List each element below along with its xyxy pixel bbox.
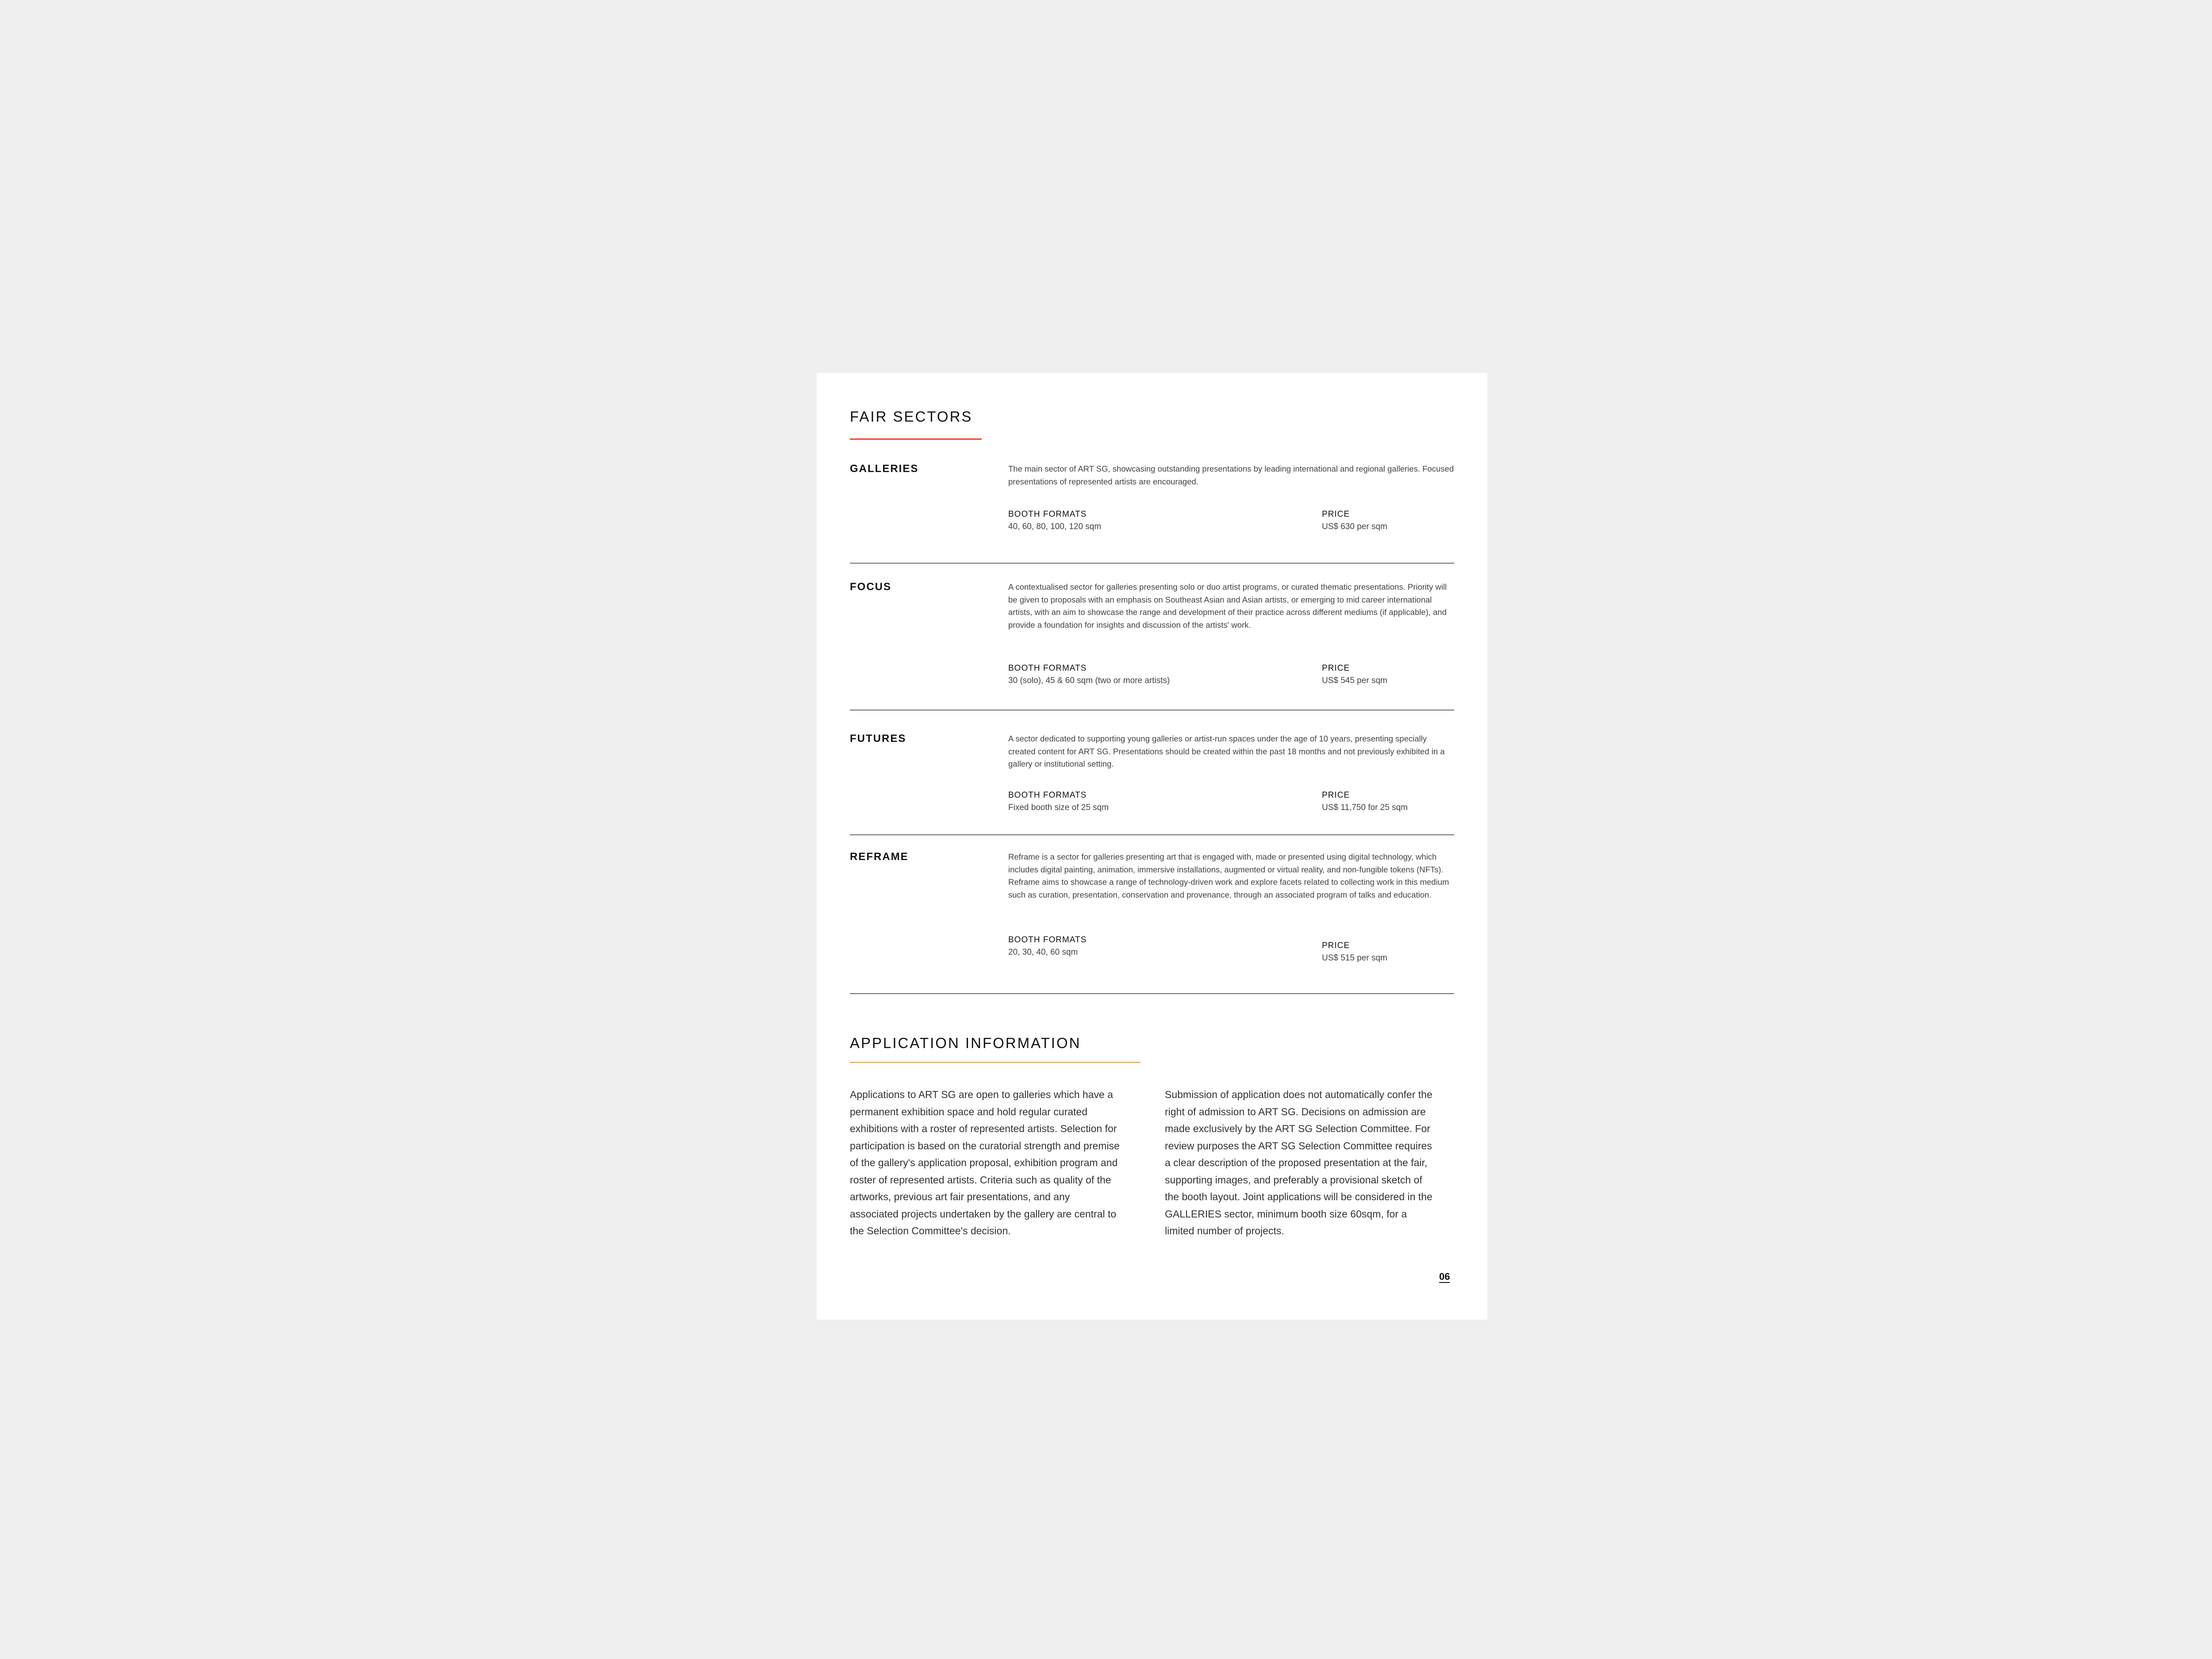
fair-sectors-underline [850,438,982,440]
sector-divider [850,563,1454,564]
price-value: US$ 545 per sqm [1322,676,1387,685]
sector-divider [850,834,1454,835]
sector-description: The main sector of ART SG, showcasing outstanding presentations by leading international and regional galleries. Focused presentations of represented artists are encouraged. [1008,464,1454,486]
booth-formats-value: 30 (solo), 45 & 60 sqm (two or more artists) [1008,676,1170,685]
sector-name: REFRAME [850,851,909,863]
booth-formats-label: BOOTH FORMATS [1008,664,1087,673]
sector-description: Reframe is a sector for galleries presenting art that is engaged with, made or presented using digital technology, which includes digital painting, animation, immersive installations, augmented or virtual reality, and non-fungible tokens (NFTs). Reframe aims to showcase a range of technology-driven work and explore facets related to collecting work in this medium such as curation, presentation, conservation and provenance, through an associated program of talks and education. [1008,852,1449,899]
application-text-column-2: Submission of application does not automatically confer the right of admission to ART SG. Decisions on admission are made exclusively by the ART SG Selection Committee. For review purposes the ART SG Selection Committee requires a clear description of the proposed presentation at the fair, supporting images, and preferably a provisional sketch of the booth layout. Joint applications will be considered in the GALLERIES sector, minimum booth size 60sqm, for a limited number of projects. [1165,1089,1432,1237]
price-label: PRICE [1322,941,1350,950]
booth-formats-value: Fixed booth size of 25 sqm [1008,803,1109,812]
sector-name: FUTURES [850,733,906,745]
document-page [817,373,1487,1320]
page-number: 06 [1439,1271,1450,1282]
booth-formats-label: BOOTH FORMATS [1008,935,1087,945]
application-information-heading: APPLICATION INFORMATION [850,1035,1081,1051]
booth-formats-label: BOOTH FORMATS [1008,510,1087,519]
price-value: US$ 11,750 for 25 sqm [1322,803,1408,812]
price-label: PRICE [1322,664,1350,673]
sector-name: GALLERIES [850,463,919,475]
price-label: PRICE [1322,510,1350,519]
booth-formats-label: BOOTH FORMATS [1008,791,1087,800]
price-value: US$ 630 per sqm [1322,522,1387,531]
price-value: US$ 515 per sqm [1322,953,1387,963]
sector-divider [850,993,1454,994]
sector-description: A contextualised sector for galleries presenting solo or duo artist programs, or curated thematic presentations. Priority will be given to proposals with an emphasis on Southeast Asian and Asian artists, or emerging to mid career international artists, with an aim to showcase the range and development of their practice across different mediums (if applicable), and provide a foundation for insights and discussion of the artists' work. [1008,582,1447,630]
application-information-underline [850,1062,1141,1063]
fair-sectors-heading: FAIR SECTORS [850,408,973,425]
booth-formats-value: 40, 60, 80, 100, 120 sqm [1008,522,1102,531]
sector-name: FOCUS [850,581,891,593]
price-label: PRICE [1322,791,1350,800]
booth-formats-value: 20, 30, 40, 60 sqm [1008,948,1078,957]
sector-description: A sector dedicated to supporting young galleries or artist-run spaces under the age of 10 years, presenting specially created content for ART SG. Presentations should be created within the past 18 months and not previously exhibited in a gallery or institutional setting. [1008,734,1445,768]
application-text-column-1: Applications to ART SG are open to galleries which have a permanent exhibition space and hold regular curated exhibitions with a roster of represented artists. Selection for participation is based on the curatorial strength and premise of the gallery's application proposal, exhibition program and roster of represented artists. Criteria such as quality of the artworks, previous art fair presentations, and any associated projects undertaken by the gallery are central to the Selection Committee's decision. [850,1089,1120,1237]
